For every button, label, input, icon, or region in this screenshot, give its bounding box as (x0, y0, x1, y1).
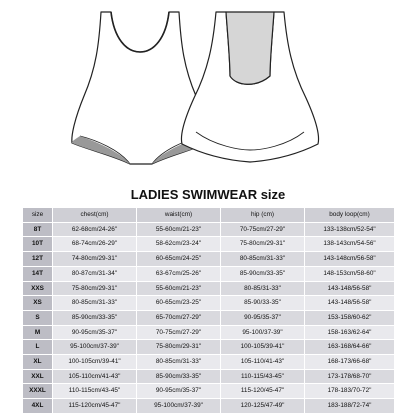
waist-cell: 58-62cm/23-24" (137, 237, 221, 252)
column-header-waist: waist(cm) (137, 208, 221, 223)
size-cell: 4XL (23, 399, 53, 414)
size-cell: XXL (23, 369, 53, 384)
chest-cell: 68-74cm/26-29" (53, 237, 137, 252)
table-row (23, 384, 395, 399)
hip-cell: 80-85cm/31-33" (221, 252, 305, 267)
body-loop-cell: 143-148/56-58" (305, 296, 395, 311)
size-cell: L (23, 340, 53, 355)
size-chart-title: LADIES SWIMWEAR size (130, 187, 286, 202)
size-cell: XS (23, 296, 53, 311)
hip-cell: 105-110/41-43" (221, 355, 305, 370)
table-row (23, 340, 395, 355)
hip-cell: 85-90/33-35" (221, 296, 305, 311)
chest-cell: 80-85cm/31-33" (53, 296, 137, 311)
column-header-hip: hip (cm) (221, 208, 305, 223)
waist-cell: 55-60cm/21-23" (137, 222, 221, 237)
table-row (23, 222, 395, 237)
table-row (23, 296, 395, 311)
body-loop-cell: 168-173/66-68" (305, 355, 395, 370)
column-header-chest: chest(cm) (53, 208, 137, 223)
waist-cell: 60-65cm/24-25" (137, 252, 221, 267)
size-cell: 12T (23, 252, 53, 267)
hip-cell: 75-80cm/29-31" (221, 237, 305, 252)
hip-cell: 80-85/31-33" (221, 281, 305, 296)
table-row (23, 310, 395, 325)
hip-cell: 70-75cm/27-29" (221, 222, 305, 237)
body-loop-cell: 183-188/72-74" (305, 399, 395, 414)
hip-cell: 95-100/37-39" (221, 325, 305, 340)
size-chart-table (22, 207, 395, 414)
table-row (23, 325, 395, 340)
chest-cell: 95-100cm/37-39" (53, 340, 137, 355)
chest-cell: 90-95cm/35-37" (53, 325, 137, 340)
table-row (23, 355, 395, 370)
size-cell: 10T (23, 237, 53, 252)
table-row (23, 369, 395, 384)
size-cell: 14T (23, 266, 53, 281)
table-row (23, 237, 395, 252)
hip-cell: 85-90cm/33-35" (221, 266, 305, 281)
body-loop-cell: 143-148cm/56-58" (305, 252, 395, 267)
size-cell: XXXL (23, 384, 53, 399)
chest-cell: 85-90cm/33-35" (53, 310, 137, 325)
hip-cell: 110-115/43-45" (221, 369, 305, 384)
body-loop-cell: 138-143cm/54-56" (305, 237, 395, 252)
chest-cell: 74-80cm/29-31" (53, 252, 137, 267)
waist-cell: 65-70cm/27-29" (137, 310, 221, 325)
waist-cell: 63-67cm/25-26" (137, 266, 221, 281)
size-cell: XXS (23, 281, 53, 296)
chest-cell: 115-120cm/45-47" (53, 399, 137, 414)
table-row (23, 266, 395, 281)
waist-cell: 75-80cm/29-31" (137, 340, 221, 355)
waist-cell: 60-65cm/23-25" (137, 296, 221, 311)
chest-cell: 75-80cm/29-31" (53, 281, 137, 296)
hip-cell: 120-125/47-49" (221, 399, 305, 414)
body-loop-cell: 133-138cm/52-54" (305, 222, 395, 237)
hip-cell: 115-120/45-47" (221, 384, 305, 399)
body-loop-cell: 148-153cm/58-60" (305, 266, 395, 281)
size-rows (23, 222, 395, 413)
chest-cell: 110-115cm/43-45" (53, 384, 137, 399)
table-row (23, 399, 395, 414)
body-loop-cell: 163-168/64-66" (305, 340, 395, 355)
hip-cell: 100-105/39-41" (221, 340, 305, 355)
chest-cell: 100-105cm/39-41" (53, 355, 137, 370)
body-loop-cell: 173-178/68-70" (305, 369, 395, 384)
size-cell: 8T (23, 222, 53, 237)
body-loop-cell: 178-183/70-72" (305, 384, 395, 399)
size-cell: M (23, 325, 53, 340)
swimsuit-back-sketch (182, 12, 319, 162)
waist-cell: 55-60cm/21-23" (137, 281, 221, 296)
table-row (23, 281, 395, 296)
swimsuit-sketches (0, 0, 416, 186)
chest-cell: 80-87cm/31-34" (53, 266, 137, 281)
column-header-body-loop: body loop(cm) (305, 208, 395, 223)
size-cell: S (23, 310, 53, 325)
waist-cell: 80-85cm/31-33" (137, 355, 221, 370)
chest-cell: 62-68cm/24-26" (53, 222, 137, 237)
column-header-size: size (23, 208, 53, 223)
body-loop-cell: 158-163/62-64" (305, 325, 395, 340)
hip-cell: 90-95/35-37" (221, 310, 305, 325)
waist-cell: 95-100cm/37-39" (137, 399, 221, 414)
body-loop-cell: 153-158/60-62" (305, 310, 395, 325)
table-row (23, 252, 395, 267)
chest-cell: 105-110cm/41-43" (53, 369, 137, 384)
size-cell: XL (23, 355, 53, 370)
waist-cell: 85-90cm/33-35" (137, 369, 221, 384)
body-loop-cell: 143-148/56-58" (305, 281, 395, 296)
table-header-row (23, 208, 395, 223)
waist-cell: 70-75cm/27-29" (137, 325, 221, 340)
waist-cell: 90-95cm/35-37" (137, 384, 221, 399)
